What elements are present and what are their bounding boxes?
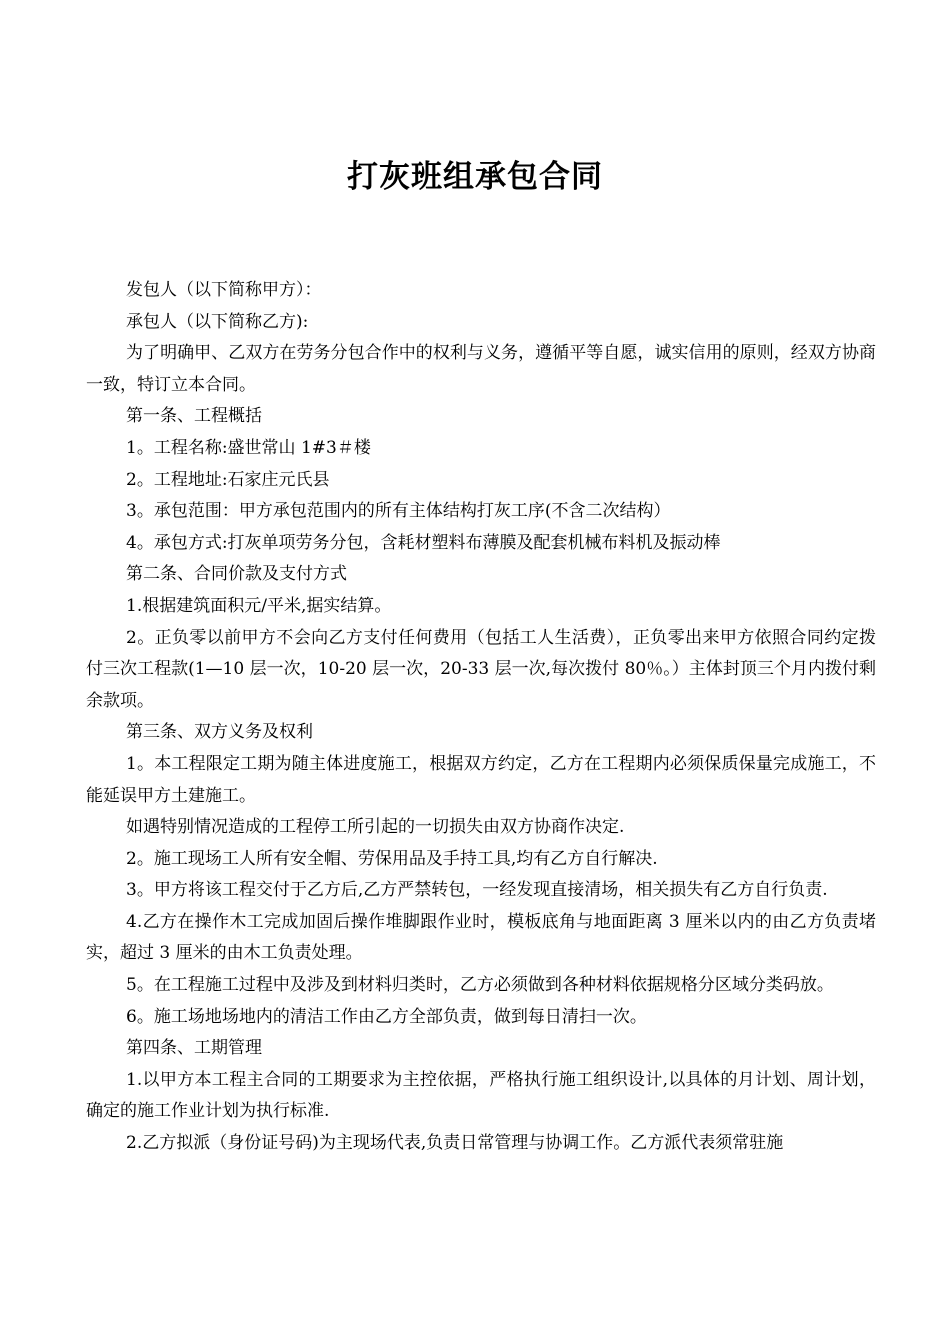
paragraph-project-name: 1。工程名称:盛世常山 1#3＃楼 <box>126 437 371 458</box>
paragraph-duty-3: 3。甲方将该工程交付于乙方后,乙方严禁转包，一经发现直接清场，相关损失有乙方自行负责. <box>126 880 828 901</box>
paragraph-client: 发包人（以下简称甲方）： <box>126 280 322 300</box>
paragraph-method: 4。承包方式:打灰单项劳务分包，含耗材塑料布薄膜及配套机械布料机及振动棒 <box>126 532 721 553</box>
paragraph-scope: 3。承包范围：甲方承包范围内的所有主体结构打灰工序(不含二次结构） <box>126 501 671 522</box>
paragraph-duty-1: 1。本工程限定工期为随主体进度施工，根据双方约定，乙方在工程期内必须保质保量完成施工，不能延误甲方土建施工。 <box>86 753 876 806</box>
section-heading-4: 第四条、工期管理 <box>126 1038 262 1059</box>
paragraph-contractor: 承包人（以下简称乙方): <box>126 311 309 332</box>
paragraph-duty-4: 4.乙方在操作木工完成加固后操作堆脚跟作业时，模板底角与地面距离 3 厘米以内的由乙方负责堵实，超过 3 厘米的由木工负责处理。 <box>86 911 876 964</box>
document-body <box>86 275 876 1160</box>
paragraph-payment: 2。正负零以前甲方不会向乙方支付任何费用（包括工人生活费），正负零出来甲方依照合同约定拨付三次工程款(1—10 层一次，10-20 层一次，20-33 层一次,每次拨付 80％。）主体封顶三个月内拨付剩余款项。 <box>86 627 876 711</box>
section-heading-3: 第三条、双方义务及权利 <box>126 722 313 743</box>
paragraph-project-address: 2。工程地址:石家庄元氏县 <box>126 469 330 490</box>
document-title: 打灰班组承包合同 <box>347 159 603 195</box>
paragraph-schedule-1: 1.以甲方本工程主合同的工期要求为主控依据，严格执行施工组织设计,以具体的月计划、周计划，确定的施工作业计划为执行标准. <box>86 1069 876 1122</box>
section-heading-2: 第二条、合同价款及支付方式 <box>126 564 347 585</box>
paragraph-duty-6: 6。施工场地场地内的清洁工作由乙方全部负责，做到每日清扫一次。 <box>126 1006 647 1027</box>
paragraph-duty-5: 5。在工程施工过程中及涉及到材料归类时，乙方必须做到各种材料依据规格分区域分类码放。 <box>126 975 834 996</box>
paragraph-price: 1.根据建筑面积元/平米,据实结算。 <box>126 595 392 616</box>
section-heading-1: 第一条、工程概括 <box>126 406 262 427</box>
paragraph-duty-1-note: 如遇特别情况造成的工程停工所引起的一切损失由双方协商作决定. <box>126 817 625 838</box>
paragraph-preamble: 为了明确甲、乙双方在劳务分包合作中的权利与义务，遵循平等自愿，诚实信用的原则，经双方协商一致，特订立本合同。 <box>86 343 876 395</box>
paragraph-schedule-2: 2.乙方拟派（身份证号码)为主现场代表,负责日常管理与协调工作。乙方派代表须常驻施 <box>126 1133 784 1154</box>
paragraph-duty-2: 2。施工现场工人所有安全帽、劳保用品及手持工具,均有乙方自行解决. <box>126 848 658 869</box>
